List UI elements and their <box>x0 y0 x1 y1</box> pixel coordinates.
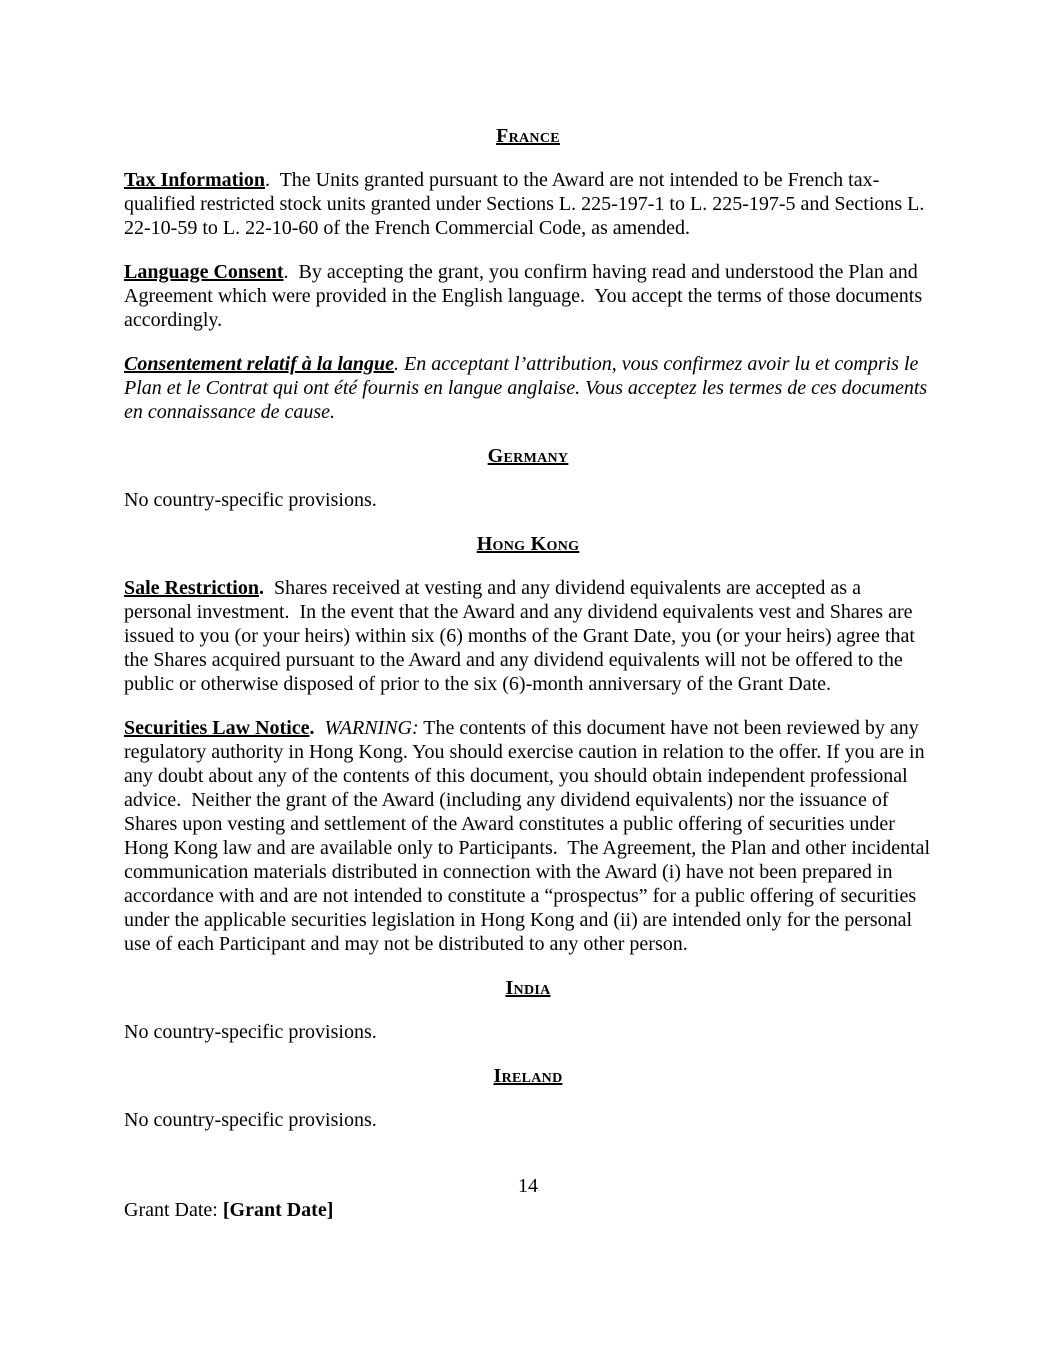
country-heading-ireland <box>124 1064 932 1088</box>
text-run: . <box>309 717 315 739</box>
page-footer-area <box>0 1174 1055 1222</box>
text-run: . En acceptant l’attribution, vous confirmez avoir lu et compris le Plan et le Contrat qui ont été fournis en langue anglaise. Vous acceptez les termes de ces documents en connaissance de cause. <box>124 353 933 423</box>
text-run: The contents of this document have not been reviewed by any regulatory authority in Hong Kong. You should exercise caution in relation to the offer. If you are in any doubt about any of the contents of this document, you should obtain independent professional advice. Neither the grant of the Award (including any dividend equivalents) nor the issuance of Shares upon vesting and settlement of the Award constitutes a public offering of securities under Hong Kong law and are available only to Participants. The Agreement, the Plan and other incidental communication materials distributed in connection with the Award (i) have not been prepared in accordance with and are not intended to constitute a “prospectus” for a public offering of securities under the applicable securities legislation in Hong Kong and (ii) are intended only for the personal use of each Participant and may not be distributed to any other person. <box>124 717 936 955</box>
country-heading-india <box>124 976 932 1000</box>
text-run: Shares received at vesting and any dividend equivalents are accepted as a personal investment. In the event that the Award and any dividend equivalents vest and Shares are issued to you (or your heirs) within six (6) months of the Grant Date, you (or your heirs) agree that the Shares acquired pursuant to the Award and any dividend equivalents will not be offered to the public or otherwise disposed of prior to the six (6)-month anniversary of the Grant Date. <box>124 577 920 695</box>
page-number: 14 <box>518 1175 538 1197</box>
text-run: Sale Restriction <box>124 577 259 599</box>
country-heading-germany <box>124 444 932 468</box>
text-run: WARNING: <box>324 717 419 739</box>
text-run: No country-specific provisions. <box>124 1109 377 1131</box>
text-run: No country-specific provisions. <box>124 489 377 511</box>
text-run: . By accepting the grant, you confirm having read and understood the Plan and Agreement which were provided in the English language. You accept the terms of those documents accordingly. <box>124 261 928 331</box>
country-heading-text: India <box>505 977 551 999</box>
france-language-consent-paragraph <box>124 260 932 332</box>
text-run <box>315 717 325 739</box>
country-heading-text: Ireland <box>493 1065 563 1087</box>
country-heading-france <box>124 124 932 148</box>
france-consentement-langue-paragraph <box>124 352 932 424</box>
hong-kong-securities-law-notice-paragraph <box>124 716 936 956</box>
country-heading-hong-kong <box>124 532 932 556</box>
text-run: . <box>258 577 264 599</box>
hong-kong-sale-restriction-paragraph <box>124 576 932 696</box>
text-run: Language Consent <box>124 261 284 283</box>
germany-no-provisions-paragraph <box>124 488 932 512</box>
text-run: Securities Law Notice <box>124 717 310 739</box>
india-no-provisions-paragraph <box>124 1020 932 1044</box>
text-run: Consentement relatif à la langue <box>124 353 395 375</box>
text-run: No country-specific provisions. <box>124 1021 377 1043</box>
country-heading-text: Germany <box>487 445 569 467</box>
ireland-no-provisions-paragraph <box>124 1108 932 1132</box>
page-footer-text <box>124 1198 932 1222</box>
text-run: . The Units granted pursuant to the Award are not intended to be French tax-qualified restricted stock units granted under Sections L. 225-197-1 to L. 225-197-5 and Sections L. 22-10-59 to L. 22-10-60 of the French Commercial Code, as amended. <box>124 169 930 239</box>
text-run: Tax Information <box>124 169 265 191</box>
france-tax-information-paragraph <box>124 168 932 240</box>
text-run: Grant Date: <box>124 1199 223 1221</box>
country-heading-text: Hong Kong <box>476 533 580 555</box>
country-heading-text: France <box>496 125 560 147</box>
text-run: [Grant Date] <box>222 1199 334 1221</box>
